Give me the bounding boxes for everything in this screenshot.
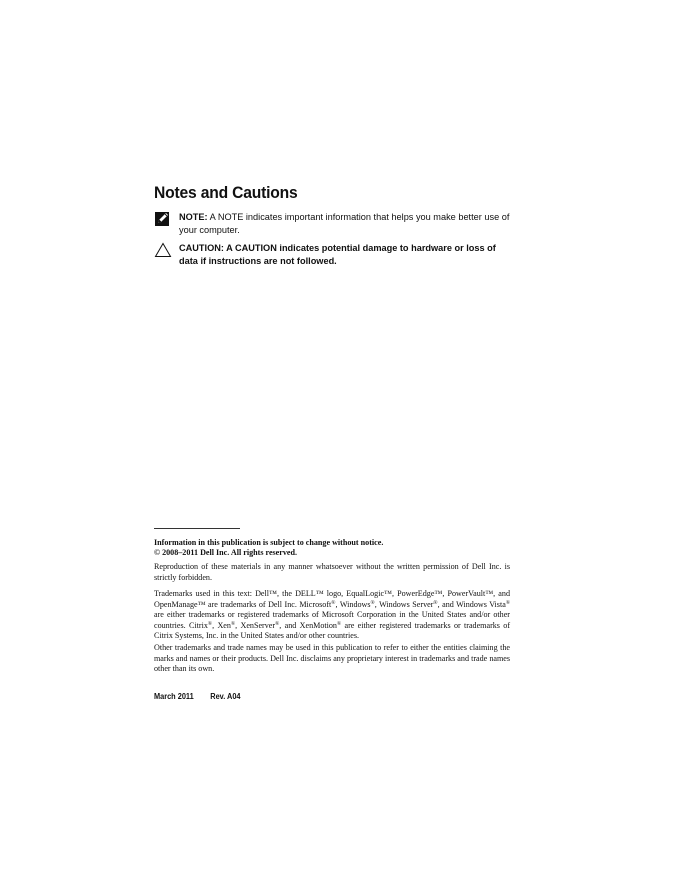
registered-mark: ®	[230, 620, 236, 627]
registered-mark: ®	[207, 620, 213, 627]
trademarks-paragraph	[154, 589, 510, 642]
other-trademarks-notice: Other trademarks and trade names may be used in this publication to refer to either the entities claiming the marks and names or their products. Dell Inc. disclaims any proprietary interest in trademarks and trade names other than its own.	[154, 643, 510, 674]
reproduction-notice: Reproduction of these materials in any manner whatsoever without the written permission of Dell Inc. is strictly forbidden.	[154, 562, 510, 582]
trademarks-text-3: , Windows Server	[374, 599, 434, 609]
caution-triangle-icon	[154, 242, 172, 258]
caution-text	[179, 242, 514, 268]
trademarks-text-5: are either trademarks or registered trademarks of Microsoft Corporation in the United States and/or other countries. Citrix	[154, 610, 510, 630]
registered-mark: ®	[505, 599, 510, 606]
registered-mark: ®	[433, 599, 438, 606]
registered-mark: ®	[275, 620, 280, 627]
registered-mark: ®	[336, 620, 342, 627]
copyright-line: © 2008–2011 Dell Inc. All rights reserved.	[154, 548, 298, 557]
caution-message: A CAUTION indicates potential damage to hardware or loss of data if instructions are not followed.	[179, 243, 496, 266]
footnote-rule	[154, 528, 240, 529]
registered-mark: ®	[370, 599, 375, 606]
trademarks-text-6: , Xen	[212, 620, 231, 630]
trademarks-text-2: , Windows	[335, 599, 371, 609]
publication-date: March 2011	[154, 692, 194, 701]
note-pencil-icon	[154, 211, 172, 227]
revision-number: Rev. A04	[210, 692, 241, 701]
footer	[154, 692, 241, 701]
note-label: NOTE:	[179, 212, 208, 222]
change-notice: Information in this publication is subject to change without notice.	[154, 538, 384, 547]
note-message: A NOTE indicates important information that helps you make better use of your computer.	[179, 212, 510, 235]
page-title: Notes and Cautions	[154, 183, 298, 202]
trademarks-text-9: are either registered trademarks or trademarks of Citrix Systems, Inc. in the United States and/or other countries.	[154, 620, 511, 641]
registered-mark: ®	[331, 599, 336, 606]
caution-label: CAUTION:	[179, 243, 224, 253]
trademarks-text-4: , and Windows Vista	[437, 599, 506, 609]
trademarks-text-8: , and XenMotion	[279, 620, 337, 630]
note-text	[179, 211, 514, 237]
trademarks-text-1: Trademarks used in this text: Dell™, the DELL™ logo, EqualLogic™, PowerEdge™, PowerVault™, and OpenManage™ are trademarks of Dell Inc. Microsoft	[154, 589, 510, 609]
trademarks-text-7: , XenServer	[235, 620, 276, 630]
